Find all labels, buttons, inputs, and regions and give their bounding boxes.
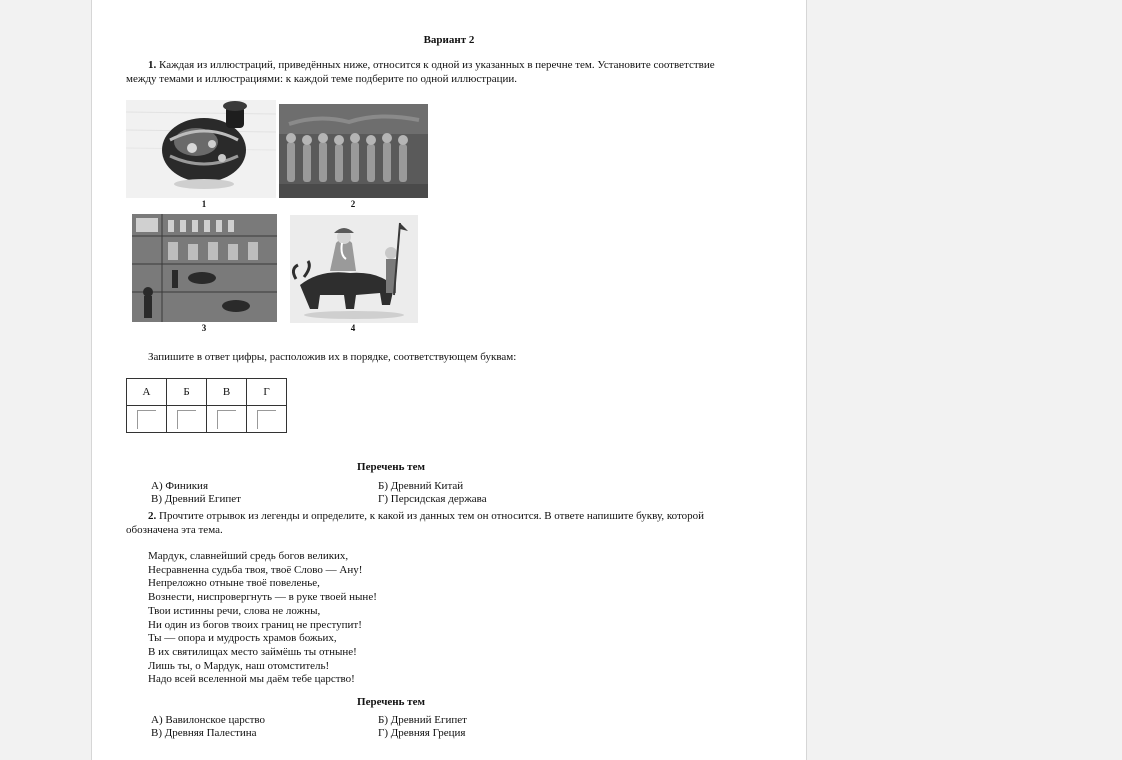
task2-number: 2. <box>148 510 157 522</box>
task1-text-line1: 1. Каждая из иллюстраций, приведённых ниже, относится к одной из указанных в перечне тем. Установите соответствие <box>148 59 715 71</box>
poem-line: В их святилищах место займёшь ты отныне! <box>148 645 357 658</box>
document-page <box>91 0 807 760</box>
poem-line: Мардук, славнейший средь богов великих, <box>148 550 349 562</box>
answer-cell-b[interactable] <box>167 406 207 433</box>
task1-image-caption-3: 3 <box>201 323 207 333</box>
task2-text-line2: обозначена эта тема. <box>126 524 223 536</box>
answer-cell-v[interactable] <box>207 406 247 433</box>
answer-table-header-row <box>127 379 287 406</box>
task1-image-caption-2: 2 <box>350 199 356 209</box>
poem-line: Несравненна судьба твоя, твоё Слово — Ану! <box>148 563 363 576</box>
task1-topics-heading: Перечень тем <box>357 461 425 473</box>
task1-text-line2: между темами и иллюстрациями: к каждой теме подберите по одной иллюстрации. <box>126 73 517 85</box>
task2-topic-b: Б) Древний Египет <box>378 714 467 726</box>
answer-table-input-row <box>127 406 287 433</box>
task2-topic-a: А) Вавилонское царство <box>151 714 266 726</box>
sage-on-buffalo-image <box>290 215 418 323</box>
task2-topics-heading: Перечень тем <box>357 696 425 708</box>
answer-table <box>126 378 287 433</box>
answer-cell-corner-mark <box>137 410 156 429</box>
task1-image-4 <box>290 215 418 323</box>
task1-image-caption-1: 1 <box>201 199 207 209</box>
answer-cell-g[interactable] <box>247 406 287 433</box>
task1-image-3 <box>132 214 277 322</box>
poem-line: Твои истинны речи, слова не ложны, <box>148 604 321 617</box>
task1-instruction: Запишите в ответ цифры, расположив их в порядке, соответствующем буквам: <box>148 351 517 363</box>
task1-image-1 <box>126 100 276 198</box>
task1-number: 1. <box>148 59 157 71</box>
answer-header-g: Г <box>247 379 287 406</box>
task2-text-line1: 2. Прочтите отрывок из легенды и определите, к какой из данных тем он относится. В ответе напишите букву, которой <box>148 510 705 522</box>
poem-line: Ты — опора и мудрость храмов божьих, <box>148 632 337 645</box>
poem-line: Надо всей вселенной мы даём тебе царство! <box>148 673 355 686</box>
vase-image <box>126 100 276 198</box>
task2-topic-v: В) Древняя Палестина <box>151 727 257 739</box>
answer-header-b: Б <box>167 379 207 406</box>
task1-topic-a: А) Финикия <box>151 480 208 492</box>
task1-image-2 <box>279 104 428 198</box>
page-title: Вариант 2 <box>423 34 475 46</box>
answer-cell-a[interactable] <box>127 406 167 433</box>
answer-header-v: В <box>207 379 247 406</box>
relief-procession-image <box>279 104 428 198</box>
task1-topic-v: В) Древний Египет <box>151 493 241 505</box>
task1-topic-g: Г) Персидская держава <box>378 493 487 505</box>
poem-line: Лишь ты, о Мардук, наш отомститель! <box>148 659 330 672</box>
poem-line: Непреложно отныне твоё повеленье, <box>148 577 320 590</box>
egyptian-painting-image <box>132 214 277 322</box>
answer-cell-corner-mark <box>217 410 236 429</box>
poem-line: Ни один из богов твоих границ не преступит! <box>148 618 362 631</box>
answer-header-a: А <box>127 379 167 406</box>
poem-line: Вознести, ниспровергнуть — в руке твоей ныне! <box>148 591 377 604</box>
answer-cell-corner-mark <box>257 410 276 429</box>
task1-image-caption-4: 4 <box>350 323 356 333</box>
task1-topic-b: Б) Древний Китай <box>378 480 464 492</box>
legend-poem <box>148 550 548 687</box>
task2-topic-g: Г) Древняя Греция <box>378 727 466 739</box>
answer-cell-corner-mark <box>177 410 196 429</box>
